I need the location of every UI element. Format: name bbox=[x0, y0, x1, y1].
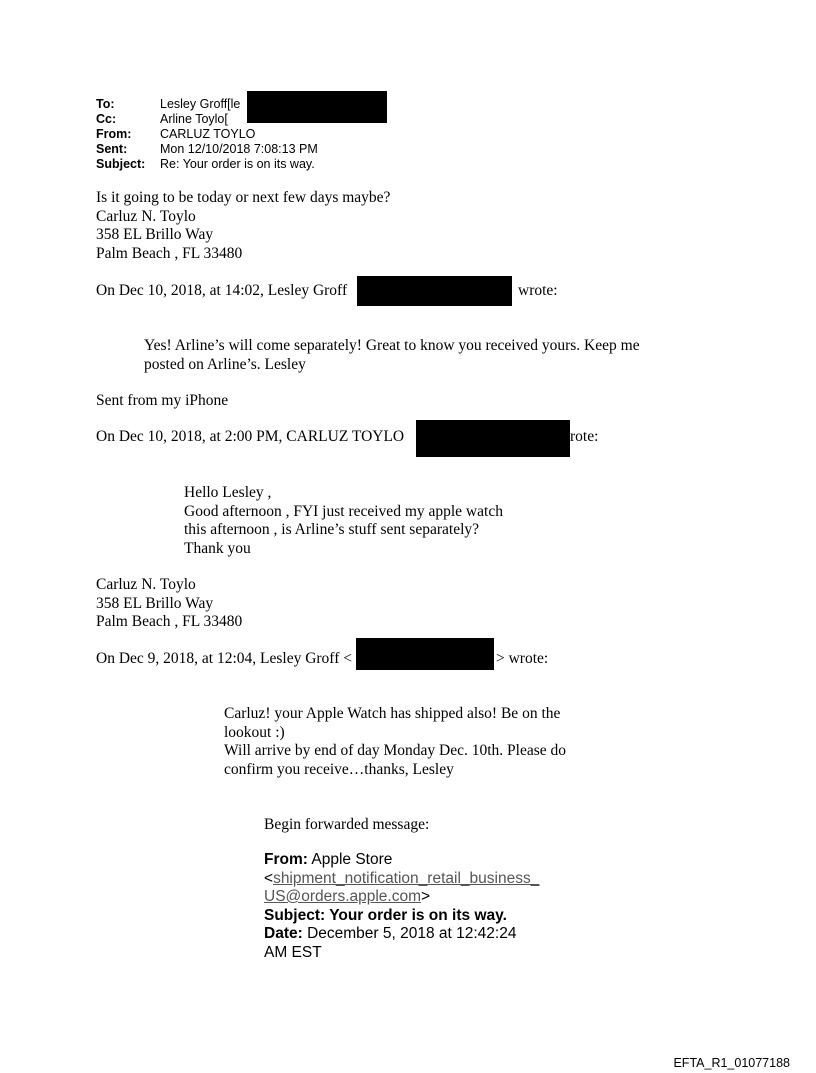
forwarded-from-row bbox=[264, 851, 539, 870]
signature-name: Carluz N. Toylo bbox=[96, 576, 196, 593]
quote-line: Carluz! your Apple Watch has shipped also! Be on the bbox=[224, 705, 561, 722]
forwarded-subject-value: Your order is on its way. bbox=[329, 906, 507, 924]
signature-street: 358 EL Brillo Way bbox=[96, 594, 214, 612]
forwarded-headers bbox=[264, 851, 539, 962]
forwarded-from-value: Apple Store bbox=[311, 851, 393, 868]
quote-line: posted on Arline’s. Lesley bbox=[144, 355, 306, 373]
forwarded-intro: Begin forwarded message: bbox=[264, 816, 430, 833]
quote-line: Will arrive by end of day Monday Dec. 10th. Please do bbox=[224, 742, 567, 759]
from-row bbox=[96, 127, 416, 142]
quote-line: Hello Lesley , bbox=[184, 484, 272, 501]
quote-attribution bbox=[96, 428, 404, 447]
sender-email-link[interactable]: US@orders.apple.com bbox=[264, 888, 422, 905]
sent-value: Mon 12/10/2018 7:08:13 PM bbox=[160, 142, 318, 156]
document-id: EFTA_R1_01077188 bbox=[673, 1056, 790, 1070]
redaction-block bbox=[357, 276, 512, 306]
quote-line: Yes! Arline’s will come separately! Great to know you received yours. Keep me bbox=[144, 337, 640, 354]
forwarded-email-row bbox=[264, 888, 539, 907]
cc-value: Arline Toylo[ bbox=[160, 112, 228, 126]
redaction-block bbox=[356, 638, 494, 670]
forwarded-subject-row bbox=[264, 907, 539, 926]
quote-body bbox=[144, 337, 640, 374]
to-value: Lesley Groff[le bbox=[160, 97, 241, 111]
attribution-wrote: rote: bbox=[570, 428, 599, 445]
redaction-block bbox=[247, 91, 387, 123]
forwarded-date-value: AM EST bbox=[264, 943, 322, 961]
sent-label: Sent: bbox=[96, 142, 128, 156]
signature bbox=[96, 576, 242, 632]
signature-name: Carluz N. Toylo bbox=[96, 207, 196, 225]
quote-line: Good afternoon , FYI just received my apple watch bbox=[184, 502, 503, 520]
quote-body bbox=[184, 484, 503, 558]
forwarded-subject-label: Subject: bbox=[264, 906, 326, 924]
from-value: CARLUZ TOYLO bbox=[160, 127, 256, 141]
attribution-wrote: > wrote: bbox=[496, 650, 549, 667]
forwarded-date-row bbox=[264, 944, 539, 963]
attribution-text: On Dec 10, 2018, at 2:00 PM, CARLUZ TOYLO bbox=[96, 428, 405, 445]
forwarded-date-label: Date: bbox=[264, 925, 303, 942]
sender-email-link[interactable]: shipment_notification_retail_business_ bbox=[273, 869, 540, 887]
email-open-bracket: < bbox=[264, 869, 274, 887]
message-body bbox=[96, 189, 390, 263]
forwarded-email-row bbox=[264, 870, 539, 889]
message-text: Is it going to be today or next few days maybe? bbox=[96, 189, 391, 206]
redaction-block bbox=[416, 420, 570, 457]
quote-line: confirm you receive…thanks, Lesley bbox=[224, 760, 454, 778]
forwarded-from-label: From: bbox=[264, 851, 308, 868]
quote-body bbox=[224, 705, 566, 779]
quote-line: Thank you bbox=[184, 539, 251, 557]
forwarded-date-value: December 5, 2018 at 12:42:24 bbox=[307, 925, 517, 942]
cc-label: Cc: bbox=[96, 112, 117, 126]
subject-label: Subject: bbox=[96, 157, 146, 171]
to-label: To: bbox=[96, 97, 115, 111]
subject-row bbox=[96, 157, 416, 172]
attribution-wrote: wrote: bbox=[518, 282, 558, 299]
email-close-bracket: > bbox=[421, 888, 431, 905]
attribution-text: On Dec 10, 2018, at 14:02, Lesley Groff bbox=[96, 282, 348, 299]
quote-line: this afternoon , is Arline’s stuff sent separately? bbox=[184, 521, 480, 538]
signature-city: Palm Beach , FL 33480 bbox=[96, 613, 243, 630]
signature-street: 358 EL Brillo Way bbox=[96, 226, 214, 243]
signature-city: Palm Beach , FL 33480 bbox=[96, 244, 243, 262]
quote-attribution bbox=[96, 282, 347, 301]
from-label: From: bbox=[96, 127, 132, 141]
forwarded-date-row bbox=[264, 925, 539, 944]
quote-line: lookout :) bbox=[224, 723, 285, 741]
sent-row bbox=[96, 142, 416, 157]
quote-attribution bbox=[96, 650, 352, 669]
sent-from-signature: Sent from my iPhone bbox=[96, 392, 229, 409]
attribution-text: On Dec 9, 2018, at 12:04, Lesley Groff < bbox=[96, 650, 352, 667]
subject-value: Re: Your order is on its way. bbox=[160, 157, 315, 171]
